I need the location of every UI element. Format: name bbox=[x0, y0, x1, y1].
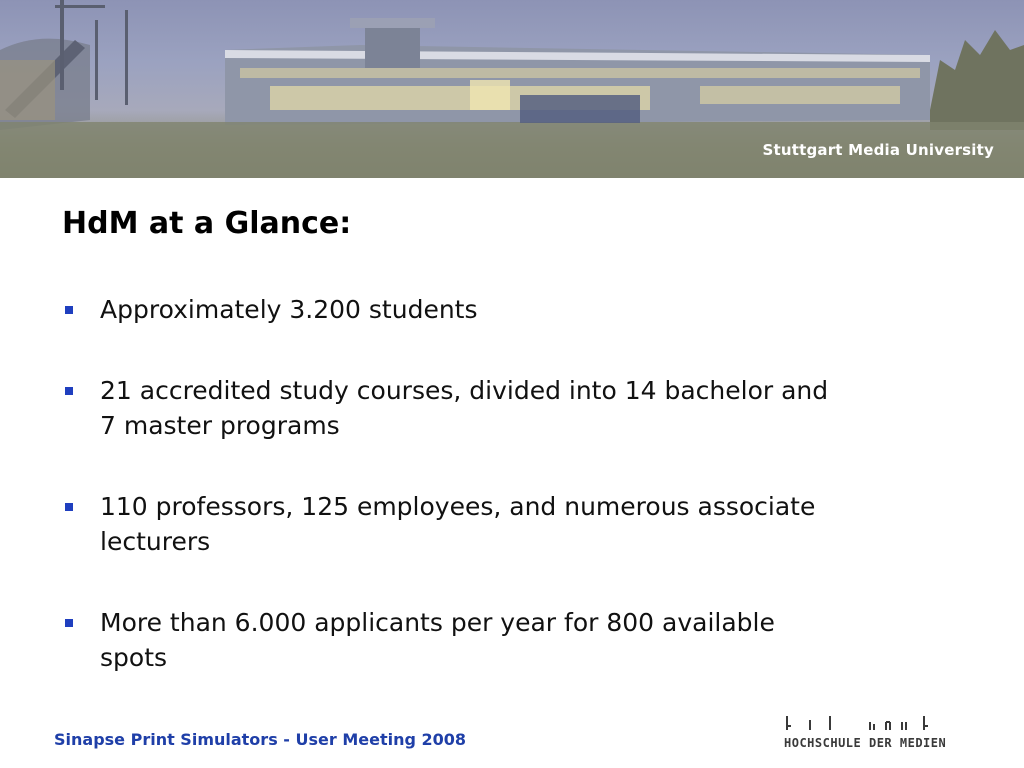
header-banner bbox=[0, 0, 1024, 178]
bullet-item bbox=[62, 489, 962, 559]
logo-text: HOCHSCHULE DER MEDIEN bbox=[784, 736, 947, 750]
bullet-item bbox=[62, 292, 962, 327]
bullet-item bbox=[62, 373, 962, 443]
square-bullet-icon bbox=[65, 619, 73, 627]
square-bullet-icon bbox=[65, 503, 73, 511]
hdm-logo bbox=[782, 712, 972, 752]
bullet-list bbox=[62, 292, 962, 675]
bullet-text: 110 professors, 125 employees, and numerous associate bbox=[100, 492, 816, 521]
bullet-text: Approximately 3.200 students bbox=[100, 295, 478, 324]
bullet-text: 21 accredited study courses, divided into 14 bachelor and bbox=[100, 376, 829, 405]
logo-mark-icon bbox=[782, 712, 972, 734]
footer-text: Sinapse Print Simulators - User Meeting 2008 bbox=[54, 730, 467, 749]
bullet-text-continued: spots bbox=[100, 643, 168, 672]
bullet-text-continued: lecturers bbox=[100, 527, 211, 556]
bullet-text: More than 6.000 applicants per year for 800 available bbox=[100, 608, 775, 637]
square-bullet-icon bbox=[65, 387, 73, 395]
bullet-item bbox=[62, 605, 962, 675]
square-bullet-icon bbox=[65, 306, 73, 314]
slide-title: HdM at a Glance: bbox=[62, 206, 352, 241]
banner-caption: Stuttgart Media University bbox=[762, 141, 994, 159]
bullet-text-continued: 7 master programs bbox=[100, 411, 340, 440]
